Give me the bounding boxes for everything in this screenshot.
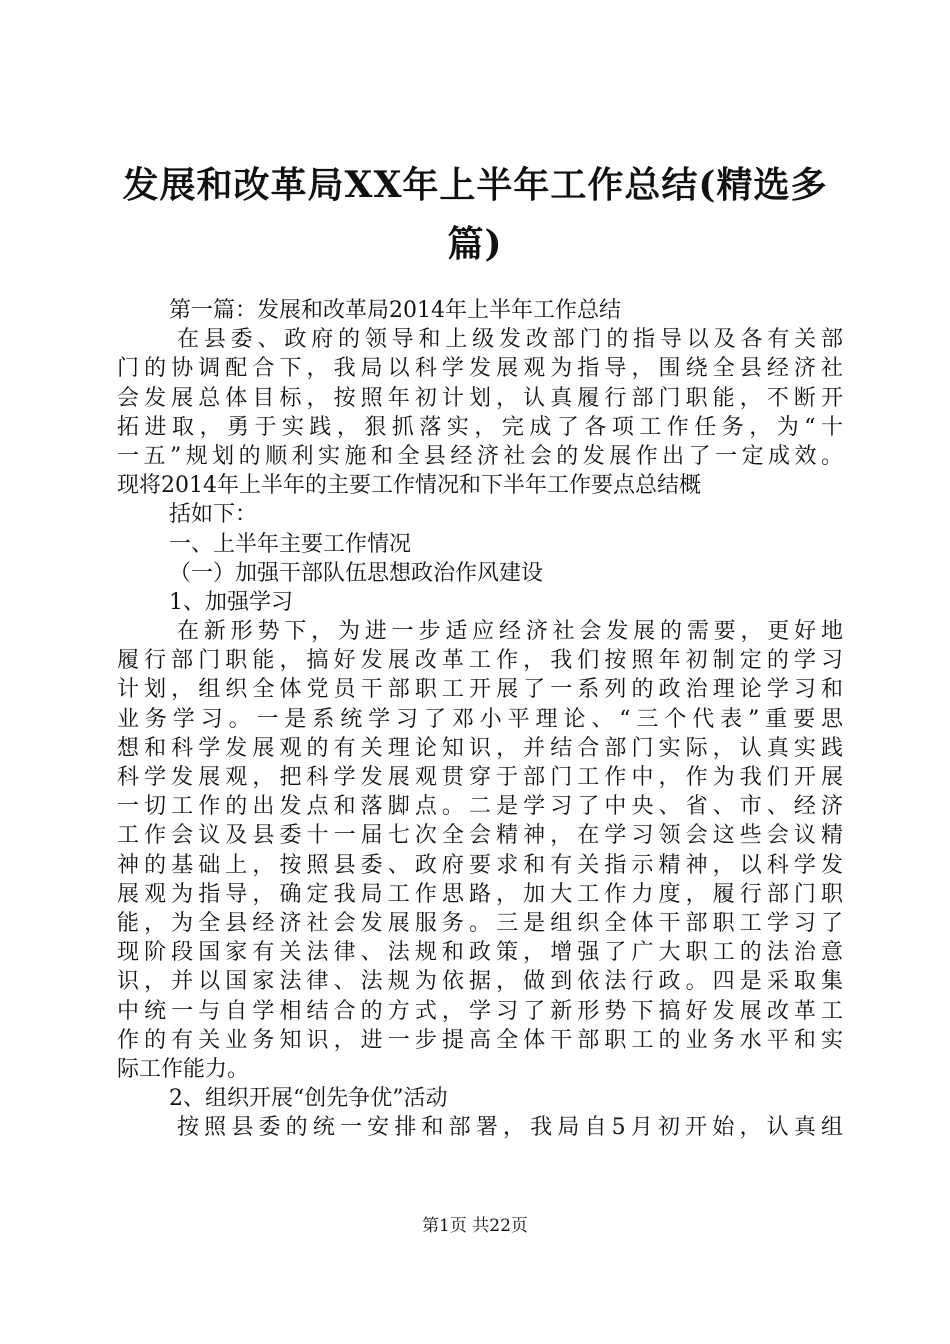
paragraph-line: 作的有关业务知识，进一步提高全体干部职工的业务水平和实: [117, 1027, 843, 1053]
document-title-line-2: 篇): [447, 223, 503, 265]
paragraph-line: 科学发展观，把科学发展观贯穿于部门工作中，作为我们开展: [117, 765, 843, 790]
paragraph-line: 在县委、政府的领导和上级发改部门的指导以及各有关部: [177, 327, 843, 353]
paragraph-line: 按照县委的统一安排和部署，我局自5月初开始，认真组: [177, 1115, 843, 1141]
paragraph-line: 拓进取，勇于实践，狠抓落实，完成了各项工作任务，为“十: [117, 414, 843, 440]
paragraph-line: 神的基础上，按照县委、政府要求和有关指示精神，以科学发: [117, 852, 843, 878]
paragraph-line: 履行部门职能，搞好发展改革工作，我们按照年初制定的学习: [117, 648, 843, 674]
paragraph-line: 一切工作的出发点和落脚点。二是学习了中央、省、市、经济: [117, 794, 843, 820]
paragraph-line: 中统一与自学相结合的方式，学习了新形势下搞好发展改革工: [117, 998, 843, 1024]
paragraph-line: 括如下：: [169, 502, 258, 528]
document-title-line-1: 发展和改革局XX年上半年工作总结(精选多: [122, 164, 828, 206]
document-body: [117, 296, 843, 1142]
paragraph-line: 会发展总体目标，按照年初计划，认真履行部门职能，不断开: [117, 385, 843, 411]
paragraph-line: 计划，组织全体党员干部职工开展了一系列的政治理论学习和: [117, 677, 843, 703]
page-number-footer: 第1页 共22页: [422, 1216, 528, 1236]
paragraph-line: 际工作能力。: [117, 1056, 250, 1082]
item-heading: 2、组织开展“创先争优”活动: [169, 1086, 448, 1112]
section-heading: 一、上半年主要工作情况: [169, 531, 412, 557]
paragraph-line: 想和科学发展观的有关理论知识，并结合部门实际，认真实践: [117, 735, 843, 761]
paragraph-line: 业务学习。一是系统学习了邓小平理论、“三个代表”重要思: [117, 706, 843, 732]
section-heading: 第一篇：发展和改革局2014年上半年工作总结: [169, 298, 621, 323]
paragraph-line: 展观为指导，确定我局工作思路，加大工作力度，履行部门职: [117, 881, 843, 907]
subsection-heading: （一）加强干部队伍思想政治作风建设: [169, 560, 544, 586]
paragraph-line: 识，并以国家法律、法规为依据，做到依法行政。四是采取集: [117, 969, 843, 995]
paragraph-line: 一五”规划的顺利实施和全县经济社会的发展作出了一定成效。: [117, 443, 843, 469]
paragraph-line: 门的协调配合下，我局以科学发展观为指导，围绕全县经济社: [117, 356, 843, 382]
paragraph-line: 在新形势下，为进一步适应经济社会发展的需要，更好地: [177, 619, 843, 645]
item-heading: 1、加强学习: [169, 589, 293, 615]
paragraph-line: 现将2014年上半年的主要工作情况和下半年工作要点总结概: [117, 473, 701, 499]
paragraph-line: 现阶段国家有关法律、法规和政策，增强了广大职工的法治意: [117, 940, 843, 966]
paragraph-line: 能，为全县经济社会发展服务。三是组织全体干部职工学习了: [117, 910, 843, 936]
paragraph-line: 工作会议及县委十一届七次全会精神，在学习领会这些会议精: [117, 823, 843, 849]
